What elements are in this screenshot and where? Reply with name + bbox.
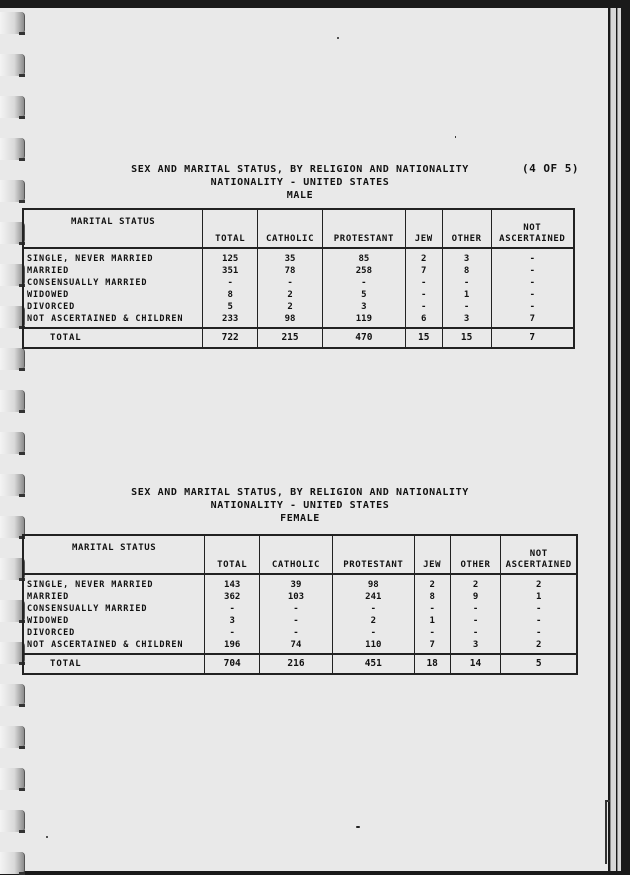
table-row: [23, 265, 574, 277]
male-title: [120, 163, 480, 202]
header-other: OTHER: [450, 535, 501, 574]
cell-label: NOT ASCERTAINED & CHILDREN: [27, 640, 184, 650]
cell-jew: 2: [414, 574, 450, 591]
cell-jew: -: [414, 603, 450, 615]
binding-ring: [0, 684, 25, 706]
table-row: [23, 603, 577, 615]
binding-ring: [0, 348, 25, 370]
cell-jew: 7: [405, 265, 442, 277]
cell-not-ascertained: -: [501, 615, 577, 627]
cell-other: 9: [450, 591, 501, 603]
header-protestant: PROTESTANT: [322, 209, 405, 248]
cell-catholic: 35: [258, 248, 323, 265]
cell-not-ascertained: 2: [501, 639, 577, 654]
cell-catholic: 2: [258, 301, 323, 313]
cell-other: 3: [442, 313, 491, 328]
total-cell-total: 704: [205, 654, 260, 674]
header-not-line: NOT: [529, 549, 548, 559]
total-cell-label: TOTAL: [23, 654, 205, 674]
title-line-1: SEX AND MARITAL STATUS, BY RELIGION AND NATIONALITY: [131, 487, 469, 498]
cell-total: 5: [203, 301, 258, 313]
table-row: [23, 313, 574, 328]
cell-jew: 1: [414, 615, 450, 627]
cell-label: SINGLE, NEVER MARRIED: [27, 580, 154, 590]
cell-label: WIDOWED: [27, 616, 70, 626]
cell-jew: -: [405, 277, 442, 289]
cell-catholic: 103: [260, 591, 333, 603]
cell-protestant: 98: [332, 574, 414, 591]
cell-total: 125: [203, 248, 258, 265]
table-row: [23, 248, 574, 265]
binding-ring: [0, 432, 25, 454]
binding-ring: [0, 768, 25, 790]
cell-catholic: -: [260, 627, 333, 639]
title-line-1: SEX AND MARITAL STATUS, BY RELIGION AND NATIONALITY: [131, 164, 469, 175]
binding-ring: [0, 390, 25, 412]
cell-total: 233: [203, 313, 258, 328]
cell-total: 143: [205, 574, 260, 591]
cell-protestant: -: [322, 277, 405, 289]
total-cell-other: 14: [450, 654, 501, 674]
header-ascertained-line: ASCERTAINED: [499, 234, 566, 244]
male-marital-status-table: [22, 208, 575, 349]
page-indicator: (4 OF 5): [522, 162, 579, 175]
cell-other: -: [450, 627, 501, 639]
page-edge: [617, 8, 621, 871]
cell-total: -: [205, 627, 260, 639]
cell-not-ascertained: -: [491, 301, 574, 313]
binding-ring: [0, 96, 25, 118]
title-line-2: NATIONALITY - UNITED STATES: [210, 500, 390, 511]
cell-total: 8: [203, 289, 258, 301]
cell-not-ascertained: -: [501, 603, 577, 615]
total-row: [23, 328, 574, 348]
cell-jew: -: [405, 289, 442, 301]
header-row: [23, 209, 574, 248]
cell-protestant: 3: [322, 301, 405, 313]
cell-total: -: [203, 277, 258, 289]
cell-protestant: 241: [332, 591, 414, 603]
total-cell-not-ascertained: 5: [501, 654, 577, 674]
total-cell-protestant: 470: [322, 328, 405, 348]
cell-jew: -: [414, 627, 450, 639]
cell-catholic: -: [260, 615, 333, 627]
cell-protestant: -: [332, 603, 414, 615]
cell-protestant: 85: [322, 248, 405, 265]
cell-label: NOT ASCERTAINED & CHILDREN: [27, 314, 184, 324]
cell-other: 8: [442, 265, 491, 277]
cell-other: -: [450, 615, 501, 627]
cell-protestant: 2: [332, 615, 414, 627]
total-cell-catholic: 216: [260, 654, 333, 674]
table-row: [23, 639, 577, 654]
cell-catholic: 78: [258, 265, 323, 277]
table-row: [23, 289, 574, 301]
cell-catholic: -: [258, 277, 323, 289]
cell-other: -: [442, 277, 491, 289]
header-not-ascertained: [491, 209, 574, 248]
header-row: [23, 535, 577, 574]
total-cell-jew: 15: [405, 328, 442, 348]
cell-jew: -: [405, 301, 442, 313]
total-cell-not-ascertained: 7: [491, 328, 574, 348]
cell-other: 3: [442, 248, 491, 265]
header-marital-status: MARITAL STATUS: [23, 535, 205, 574]
table-row: [23, 615, 577, 627]
cell-label: CONSENSUALLY MARRIED: [27, 278, 148, 288]
cell-label: DIVORCED: [27, 628, 76, 638]
cell-not-ascertained: -: [491, 277, 574, 289]
header-ascertained-line: ASCERTAINED: [505, 560, 572, 570]
page-edge: [610, 8, 616, 871]
table-row: [23, 591, 577, 603]
cell-jew: 6: [405, 313, 442, 328]
cell-label: CONSENSUALLY MARRIED: [27, 604, 148, 614]
header-other: OTHER: [442, 209, 491, 248]
title-line-3: FEMALE: [280, 513, 320, 524]
title-line-3: MALE: [286, 190, 314, 201]
header-marital-status: MARITAL STATUS: [23, 209, 203, 248]
cell-other: 1: [442, 289, 491, 301]
binding-ring: [0, 810, 25, 832]
female-marital-status-table: [22, 534, 578, 675]
table-row: [23, 277, 574, 289]
cell-label: MARRIED: [27, 266, 70, 276]
cell-label: MARRIED: [27, 592, 70, 602]
cell-protestant: 110: [332, 639, 414, 654]
binding-ring: [0, 180, 25, 202]
total-cell-jew: 18: [414, 654, 450, 674]
cell-total: 351: [203, 265, 258, 277]
female-title: [120, 486, 480, 525]
header-catholic: CATHOLIC: [258, 209, 323, 248]
cell-not-ascertained: 7: [491, 313, 574, 328]
cell-label: SINGLE, NEVER MARRIED: [27, 254, 154, 264]
cell-other: -: [450, 603, 501, 615]
header-jew: JEW: [414, 535, 450, 574]
page-corner-mark: [605, 800, 610, 864]
scan-speck: [46, 836, 48, 838]
cell-total: 3: [205, 615, 260, 627]
cell-total: -: [205, 603, 260, 615]
cell-other: 2: [450, 574, 501, 591]
cell-label: DIVORCED: [27, 302, 76, 312]
cell-protestant: 258: [322, 265, 405, 277]
cell-catholic: 74: [260, 639, 333, 654]
scan-speck: [337, 37, 339, 39]
total-cell-catholic: 215: [258, 328, 323, 348]
total-cell-label: TOTAL: [23, 328, 203, 348]
cell-label: WIDOWED: [27, 290, 70, 300]
total-cell-total: 722: [203, 328, 258, 348]
table-row: [23, 574, 577, 591]
cell-not-ascertained: 1: [501, 591, 577, 603]
cell-other: 3: [450, 639, 501, 654]
total-row: [23, 654, 577, 674]
cell-jew: 7: [414, 639, 450, 654]
cell-other: -: [442, 301, 491, 313]
scan-speck: [455, 136, 456, 138]
binding-ring: [0, 54, 25, 76]
header-not-line: NOT: [523, 223, 542, 233]
cell-catholic: 39: [260, 574, 333, 591]
header-protestant: PROTESTANT: [332, 535, 414, 574]
table-row: [23, 627, 577, 639]
cell-protestant: 119: [322, 313, 405, 328]
header-not-ascertained: [501, 535, 577, 574]
cell-jew: 2: [405, 248, 442, 265]
binding-ring: [0, 726, 25, 748]
document-page: [0, 8, 608, 871]
total-cell-other: 15: [442, 328, 491, 348]
header-total: TOTAL: [205, 535, 260, 574]
cell-not-ascertained: -: [501, 627, 577, 639]
scan-speck: [356, 826, 360, 828]
cell-not-ascertained: 2: [501, 574, 577, 591]
cell-not-ascertained: -: [491, 265, 574, 277]
cell-total: 362: [205, 591, 260, 603]
cell-catholic: -: [260, 603, 333, 615]
binding-ring: [0, 474, 25, 496]
cell-catholic: 98: [258, 313, 323, 328]
cell-total: 196: [205, 639, 260, 654]
cell-not-ascertained: -: [491, 248, 574, 265]
binding-ring: [0, 12, 25, 34]
cell-protestant: -: [332, 627, 414, 639]
title-line-2: NATIONALITY - UNITED STATES: [210, 177, 390, 188]
cell-jew: 8: [414, 591, 450, 603]
cell-catholic: 2: [258, 289, 323, 301]
cell-protestant: 5: [322, 289, 405, 301]
header-total: TOTAL: [203, 209, 258, 248]
cell-not-ascertained: -: [491, 289, 574, 301]
binding-ring: [0, 138, 25, 160]
total-cell-protestant: 451: [332, 654, 414, 674]
table-row: [23, 301, 574, 313]
header-catholic: CATHOLIC: [260, 535, 333, 574]
header-jew: JEW: [405, 209, 442, 248]
